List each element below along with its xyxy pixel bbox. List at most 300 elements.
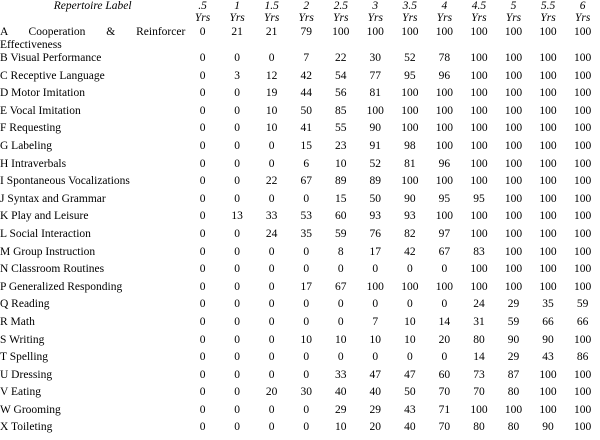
table-row [0,175,600,193]
percentage-cell: 100 [470,104,488,117]
percentage-cell: 0 [199,351,206,364]
percentage-cell: 100 [470,122,488,135]
percentage-cell: 85 [335,104,347,117]
percentage-cell: 0 [303,298,310,311]
repertoire-label-cell: N Classroom Routines [0,263,105,276]
percentage-cell: 100 [504,69,523,82]
age-unit: Yrs [194,12,211,24]
percentage-cell: 42 [404,245,416,258]
percentage-cell: 30 [369,52,382,64]
percentage-cell: 100 [539,245,557,258]
percentage-cell: 70 [473,386,485,399]
percentage-cell: 0 [268,333,275,346]
percentage-cell: 100 [435,87,454,100]
percentage-cell: 100 [470,69,488,82]
percentage-cell: 0 [199,298,206,311]
percentage-cell: 78 [438,52,451,64]
percentage-cell: 10 [335,421,347,434]
percentage-cell: 0 [441,263,448,276]
percentage-cell: 93 [369,210,382,223]
percentage-cell: 0 [199,210,206,223]
age-unit: Yrs [333,12,349,24]
percentage-cell: 53 [300,210,312,223]
percentage-cell: 100 [539,157,557,170]
percentage-cell: 0 [199,69,206,82]
percentage-cell: 21 [265,26,278,38]
percentage-cell: 0 [199,227,206,240]
table-row [0,351,600,369]
percentage-cell: 0 [268,139,275,152]
age-unit: Yrs [263,12,280,24]
percentage-cell: 66 [576,315,589,328]
percentage-cell: 0 [234,245,240,258]
repertoire-label-cell: E Vocal Imitation [0,104,81,117]
age-value: 4 [441,0,448,12]
percentage-cell: 0 [441,351,448,364]
percentage-cell: 86 [576,351,589,364]
table-row [0,246,600,264]
percentage-cell: 0 [234,351,240,364]
percentage-cell: 47 [369,368,382,381]
percentage-cell: 40 [369,386,382,399]
repertoire-label-cell: M Group Instruction [0,245,96,258]
percentage-cell: 0 [199,280,206,293]
column-header-age [358,0,393,26]
percentage-cell: 0 [199,386,206,399]
repertoire-label-cell: B Visual Performance [0,52,102,64]
percentage-cell: 15 [300,139,312,152]
percentage-cell: 100 [574,210,592,223]
percentage-cell: 100 [539,386,557,399]
percentage-cell: 29 [507,298,520,311]
column-header-age [254,0,289,26]
percentage-cell: 100 [470,139,488,152]
percentage-cell: 0 [199,26,206,38]
percentage-cell: 96 [438,69,451,82]
repertoire-label-line2: Effectiveness [0,39,62,51]
percentage-cell: 80 [473,333,485,346]
percentage-cell: 89 [335,175,347,188]
repertoire-label-cell: P Generalized Responding [0,280,123,293]
percentage-cell: 100 [574,175,592,188]
percentage-cell: 0 [268,192,275,205]
percentage-cell: 100 [574,227,592,240]
percentage-cell: 100 [401,26,419,38]
percentage-cell: 0 [268,157,275,170]
percentage-cell: 0 [199,333,206,346]
percentage-cell: 55 [335,122,347,135]
percentage-cell: 20 [265,386,278,399]
percentage-cell: 77 [369,69,382,82]
age-value: 4.5 [471,0,487,12]
percentage-cell: 0 [337,351,344,364]
percentage-cell: 100 [539,104,557,117]
percentage-cell: 100 [539,52,557,64]
column-header-age [496,0,531,26]
percentage-cell: 100 [574,386,592,399]
percentage-cell: 80 [473,421,485,434]
age-value: 2 [303,0,310,12]
percentage-cell: 41 [300,122,312,135]
percentage-cell: 50 [300,104,312,117]
percentage-cell: 70 [438,386,451,399]
column-header-age [220,0,255,26]
percentage-cell: 82 [404,227,416,240]
percentage-cell: 20 [438,333,451,346]
percentage-cell: 100 [435,175,454,188]
percentage-cell: 100 [574,368,592,381]
percentage-cell: 0 [406,298,413,311]
table-row [0,193,600,211]
percentage-cell: 0 [372,263,379,276]
percentage-cell: 0 [199,122,206,135]
age-unit: Yrs [298,12,314,24]
table-row [0,122,600,140]
percentage-cell: 0 [337,263,344,276]
percentage-cell: 20 [369,421,382,434]
percentage-cell: 100 [574,280,592,293]
percentage-cell: 24 [473,298,485,311]
percentage-cell: 0 [199,139,206,152]
percentage-cell: 100 [435,280,454,293]
age-unit: Yrs [402,12,418,24]
percentage-cell: 10 [265,122,278,135]
percentage-cell: 0 [303,192,310,205]
percentage-cell: 0 [303,315,310,328]
percentage-cell: 35 [300,227,312,240]
percentage-cell: 71 [438,403,451,416]
percentage-cell: 100 [539,210,557,223]
percentage-cell: 100 [366,26,384,38]
percentage-cell: 0 [303,403,310,416]
table-row [0,105,600,123]
percentage-cell: 76 [369,227,382,240]
repertoire-label-cell: I Spontaneous Vocalizations [0,175,130,188]
table-row [0,316,600,334]
percentage-cell: 100 [539,403,557,416]
percentage-cell: 52 [404,52,416,64]
table-header-row [0,0,600,26]
percentage-cell: 100 [366,280,384,293]
age-value: 5.5 [540,0,556,12]
percentage-cell: 17 [300,280,312,293]
percentage-cell: 40 [335,386,347,399]
percentage-cell: 0 [268,368,275,381]
age-value: 5 [510,0,517,12]
percentage-cell: 100 [574,245,592,258]
percentage-cell: 93 [404,210,416,223]
repertoire-label-cell: X Toileting [0,421,53,434]
percentage-cell: 29 [335,403,347,416]
percentage-cell: 90 [542,421,554,434]
percentage-cell: 95 [404,69,416,82]
percentage-cell: 100 [470,175,488,188]
column-header-age [393,0,428,26]
percentage-cell: 0 [303,245,310,258]
percentage-cell: 47 [404,368,416,381]
percentage-cell: 0 [234,227,240,240]
percentage-cell: 100 [539,139,557,152]
percentage-cell: 100 [435,139,454,152]
percentage-cell: 100 [539,368,557,381]
percentage-cell: 22 [265,175,278,188]
percentage-cell: 89 [369,175,382,188]
percentage-cell: 100 [470,26,488,38]
repertoire-label-cell: D Motor Imitation [0,87,85,100]
table-row [0,404,600,422]
percentage-cell: 100 [574,157,592,170]
percentage-cell: 0 [372,298,379,311]
percentage-cell: 0 [406,263,413,276]
percentage-cell: 0 [234,87,240,100]
percentage-cell: 100 [470,210,488,223]
percentage-cell: 67 [438,245,451,258]
percentage-cell: 100 [574,104,592,117]
percentage-cell: 0 [268,351,275,364]
percentage-cell: 100 [470,52,488,64]
percentage-cell: 100 [574,52,592,64]
percentage-cell: 0 [303,263,310,276]
percentage-cell: 59 [507,315,520,328]
percentage-cell: 90 [369,122,382,135]
percentage-cell: 0 [199,52,206,64]
percentage-cell: 100 [504,175,523,188]
repertoire-label-cell: G Labeling [0,139,53,152]
column-header-age [531,0,566,26]
percentage-cell: 31 [473,315,485,328]
repertoire-label-cell: W Grooming [0,403,61,416]
percentage-cell: 100 [504,403,523,416]
percentage-cell: 90 [507,333,520,346]
percentage-cell: 10 [300,333,312,346]
percentage-cell: 83 [473,245,485,258]
percentage-cell: 67 [335,280,347,293]
percentage-cell: 0 [372,351,379,364]
column-header-age [185,0,220,26]
percentage-cell: 0 [268,245,275,258]
percentage-cell: 21 [231,26,243,38]
percentage-cell: 10 [265,104,278,117]
age-value: 1 [234,0,240,12]
percentage-cell: 100 [504,227,523,240]
percentage-cell: 100 [504,263,523,276]
age-unit: Yrs [574,12,591,24]
percentage-cell: 0 [234,139,240,152]
percentage-cell: 67 [300,175,312,188]
percentage-cell: 43 [404,403,416,416]
percentage-cell: 90 [542,333,554,346]
percentage-cell: 100 [470,280,488,293]
percentage-cell: 100 [574,139,592,152]
percentage-cell: 0 [199,315,206,328]
percentage-cell: 100 [539,122,557,135]
percentage-cell: 0 [199,421,206,434]
percentage-cell: 100 [504,87,523,100]
percentage-cell: 0 [234,403,240,416]
percentage-cell: 0 [199,87,206,100]
age-unit: Yrs [229,12,245,24]
percentage-cell: 100 [504,52,523,64]
percentage-cell: 100 [539,175,557,188]
percentage-cell: 50 [404,386,416,399]
table-row [0,298,600,316]
age-unit: Yrs [505,12,522,24]
repertoire-label-cell: R Math [0,315,35,328]
table-row [0,70,600,88]
percentage-cell: 97 [438,227,451,240]
percentage-cell: 15 [335,192,347,205]
percentage-cell: 100 [574,26,592,38]
repertoire-label-cell: L Social Interaction [0,227,91,240]
percentage-cell: 0 [303,421,310,434]
percentage-cell: 10 [404,333,416,346]
percentage-cell: 0 [268,263,275,276]
percentage-cell: 3 [234,69,240,82]
percentage-cell: 0 [337,298,344,311]
repertoire-label-cell: U Dressing [0,368,53,381]
percentage-cell: 52 [369,157,382,170]
percentage-cell: 0 [234,386,240,399]
percentage-cell: 0 [268,421,275,434]
age-value: 3.5 [402,0,418,12]
percentage-cell: 100 [332,26,350,38]
percentage-cell: 29 [369,403,382,416]
percentage-cell: 100 [574,403,592,416]
percentage-cell: 35 [542,298,554,311]
percentage-cell: 0 [234,333,240,346]
percentage-cell: 96 [438,157,451,170]
table-row [0,140,600,158]
percentage-cell: 19 [265,87,278,100]
percentage-cell: 100 [574,122,592,135]
percentage-cell: 70 [438,421,451,434]
column-header-age [427,0,462,26]
percentage-cell: 100 [401,175,419,188]
column-header-age [565,0,600,26]
percentage-cell: 0 [199,263,206,276]
table-row [0,228,600,246]
repertoire-label-cell: J Syntax and Grammar [0,192,106,205]
column-header-repertoire-label: Repertoire Label [53,0,132,12]
percentage-cell: 33 [335,368,347,381]
percentage-cell: 100 [539,227,557,240]
age-unit: Yrs [540,12,556,24]
percentage-cell: 0 [199,157,206,170]
percentage-cell: 91 [369,139,382,152]
percentage-cell: 100 [574,192,592,205]
percentage-cell: 100 [504,104,523,117]
table-row [0,421,600,439]
percentage-cell: 0 [199,175,206,188]
percentage-cell: 100 [539,69,557,82]
percentage-cell: 6 [303,157,310,170]
percentage-cell: 0 [234,263,240,276]
repertoire-label-cell: K Play and Leisure [0,210,89,223]
percentage-cell: 59 [576,298,589,311]
percentage-cell: 100 [574,87,592,100]
percentage-cell: 100 [435,104,454,117]
percentage-cell: 80 [507,421,520,434]
age-value: 6 [579,0,586,12]
percentage-cell: 100 [539,192,557,205]
percentage-cell: 0 [268,298,275,311]
percentage-cell: 0 [234,298,240,311]
age-value: 1.5 [264,0,279,12]
percentage-cell: 100 [539,26,557,38]
percentage-cell: 0 [234,104,240,117]
percentage-cell: 0 [268,315,275,328]
percentage-cell: 10 [335,157,347,170]
percentage-cell: 100 [401,104,419,117]
percentage-cell: 40 [404,421,416,434]
percentage-cell: 100 [574,421,592,434]
percentage-cell: 0 [441,298,448,311]
percentage-cell: 0 [268,52,275,64]
percentage-cell: 0 [199,368,206,381]
percentage-cell: 24 [265,227,278,240]
table-row [0,158,600,176]
percentage-cell: 100 [574,263,592,276]
column-header-age [462,0,497,26]
repertoire-label-cell: C Receptive Language [0,69,105,82]
percentage-cell: 100 [574,333,592,346]
percentage-cell: 79 [300,26,312,38]
percentage-cell: 100 [470,157,488,170]
percentage-cell: 100 [504,122,523,135]
percentage-cell: 0 [234,175,240,188]
table-row [0,210,600,228]
percentage-cell: 100 [401,280,419,293]
percentage-cell: 44 [300,87,312,100]
age-unit: Yrs [436,12,453,24]
age-unit: Yrs [471,12,487,24]
percentage-cell: 100 [435,26,454,38]
percentage-cell: 100 [470,87,488,100]
percentage-cell: 17 [369,245,382,258]
percentage-cell: 0 [199,104,206,117]
percentage-cell: 0 [234,52,240,64]
percentage-cell: 23 [335,139,347,152]
column-header-age [323,0,358,26]
percentage-cell: 10 [335,333,347,346]
percentage-cell: 0 [406,351,413,364]
percentage-cell: 22 [335,52,347,64]
repertoire-label-cell: S Writing [0,333,45,346]
percentage-cell: 100 [470,403,488,416]
age-value: .5 [198,0,207,12]
percentage-cell: 100 [504,26,523,38]
percentage-cell: 12 [265,69,278,82]
repertoire-label-cell: T Spelling [0,351,49,364]
percentage-cell: 14 [438,315,451,328]
age-unit: Yrs [367,12,383,24]
percentage-cell: 0 [337,315,344,328]
percentage-cell: 98 [404,139,416,152]
percentage-cell: 100 [435,210,454,223]
table-row [0,87,600,105]
percentage-cell: 100 [504,280,523,293]
table-row [0,26,600,52]
table-row [0,386,600,404]
table-row [0,263,600,281]
percentage-cell: 100 [504,245,523,258]
percentage-cell: 14 [473,351,485,364]
percentage-cell: 100 [470,263,488,276]
percentage-cell: 100 [574,69,592,82]
percentage-cell: 95 [473,192,485,205]
repertoire-label-cell: H Intraverbals [0,157,67,170]
percentage-cell: 13 [231,210,243,223]
